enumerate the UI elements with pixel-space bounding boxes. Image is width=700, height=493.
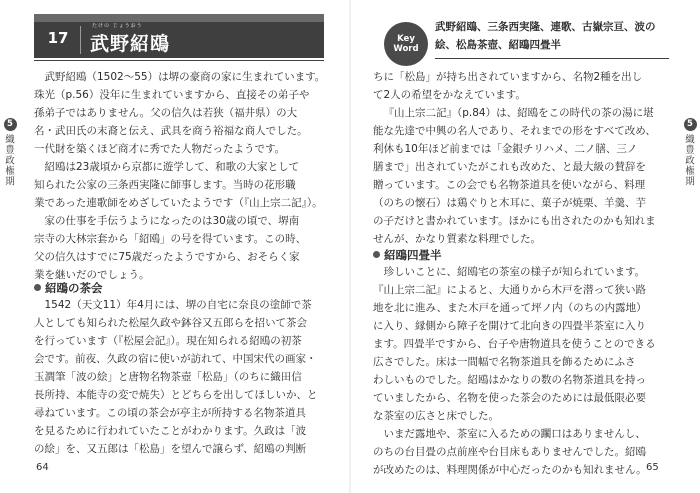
paragraph-line: 一代財を築くほど商才に秀でた人物だったようです。 [34,143,286,155]
paragraph-line: 父の信久はすでに75歳だったようですから、おそらく家 [34,251,300,263]
paragraph-line: せんが、かなり質素な料理でした。 [373,233,541,245]
right-side-tab [682,118,698,187]
side-tab-number: 5 [4,118,17,131]
paragraph-line: ます。四畳半ですから、台子や唐物道具を使うことのできる [373,338,656,350]
paragraph-line: 紹鴎は23歳頃から京都に遊学して、和歌の大家として [44,161,300,173]
section-heading-text: 紹鴎の茶会 [45,281,103,295]
paragraph-line: 武野紹鴎（1502～55）は堺の豪商の家に生まれています。 [44,71,326,83]
chapter-header [34,14,324,58]
paragraph-line: を行っています（『松屋会記』）。現在知られる紹鴎の初茶 [34,335,302,347]
paragraph-line: 玉澗筆「波の絵」と唐物名物茶壺「松島」（のちに織田信 [34,371,302,383]
section-heading-text: 紹鴎四畳半 [384,248,442,262]
paragraph-line: 長所持、本能寺の変で焼失）とどちらを出してほしいか、と [34,389,318,401]
chapter-title: 武野紹鴎 [90,33,171,55]
paragraph-line: 珍しいことに、紹鴎宅の茶室の様子が知られています。 [383,266,646,278]
paragraph-line: 贈っています。この会でも名物茶道具を使いながら、料理 [373,179,646,191]
paragraph-line: 業であった連歌師をめざしていたようです（『山上宗二記』）。 [34,197,323,209]
right-intro-text [373,68,656,248]
paragraph-line: て2人の希望をかなえています。 [373,89,526,101]
paragraph-line: 宗寺の大林宗套から「紹鴎」の号を得ています。この時、 [34,233,307,245]
paragraph-line: 人としても知られた松屋久政や鉢谷又五郎らを招いて茶会 [34,317,307,329]
section-heading-tea-party [34,280,103,296]
paragraph-line: 業を継いだのでしょう。 [34,269,150,281]
paragraph-line: 孫弟子ではありません。父の信久は若狭（福井県）の大 [34,107,298,119]
paragraph-line: 珠光（p.56）没年に生まれていますから、直接その弟子や [34,89,310,101]
paragraph-line: 利休も10年ほど前までは「金銀チリハメ、二ノ膳、三ノ [373,143,638,155]
side-tab-number: 5 [684,118,697,131]
key-word-badge-line2: Word [393,44,419,54]
paragraph-line: 『山上宗二記』（p.84）は、紹鴎をこの時代の茶の湯に堪 [383,107,654,119]
paragraph-line: ていましたから、名物を使った茶会のためには最低限必要 [373,392,646,404]
key-words-rule [435,58,669,59]
bullet-dot-icon [373,251,380,258]
chapter-divider [80,26,81,54]
paragraph-line: の絵」を、又五郎は「松島」を望んで譲らず、紹鴎の判断 [34,443,307,455]
paragraph-line: 名・武田氏の末裔と伝え、武具を商う裕福な商人でした。 [34,125,308,137]
paragraph-line: 尋ねています。この頃の茶会が亭主が所持する名物茶道具 [34,407,306,419]
paragraph-line: いまだ露地や、茶室に入るための躙口はありませんし、 [383,428,646,440]
paragraph-line: （のちの懐石）は鶏ぐりと木耳に、菓子が焼栗、羊羹、芋 [373,197,646,209]
section-heading-four-half-mat [373,247,442,263]
chapter-header-strip [34,14,324,22]
paragraph-line: 広さでした。床は一間幅で名物茶道具を飾るためにふさ [373,356,636,368]
left-side-tab [2,118,18,187]
paragraph-line: 家の仕事を手伝うようになったのは30歳の頃で、堺南 [44,215,300,227]
chapter-number: 17 [47,29,69,47]
left-section-text [34,296,318,458]
paragraph-line: 知られた公家の三条西実隆に師事します。当時の花形職 [34,179,296,191]
paragraph-line: わしいものでした。紹鴎はかなりの数の名物茶道具を持っ [373,374,646,386]
paragraph-line: が改めたのは、料理関係が中心だったのかも知れません。 [373,464,647,476]
key-word-badge [384,22,428,66]
key-word-badge-line1: Key [397,34,415,44]
chapter-title-ruby: たけの じょうおう [92,23,143,29]
chapter-rule [34,60,324,61]
bullet-dot-icon [34,284,41,291]
key-words-text: 武野紹鴎、三条西実隆、連歌、古嶽宗亘、波の絵、松島茶壺、紹鴎四畳半 [435,21,656,51]
paragraph-line: 1542（天文11）年4月には、堺の自宅に奈良の塗師で茶 [44,299,312,311]
paragraph-line: 地を北に進み、また木戸を通って坪ノ内（のちの内露地） [373,302,647,314]
page-number-right: 65 [646,462,659,473]
paragraph-line: ちに「松島」が持ち出されていますから、名物2種を出し [373,71,643,83]
side-tab-label: 織豊政権期 [683,134,694,187]
paragraph-line: のちの台目畳の点前座や台目床もありませんでした。紹鴎 [373,446,646,458]
side-tab-label: 織豊政権期 [3,134,14,187]
left-intro-text [34,68,325,284]
paragraph-line: 会です。前夜、久政の宿に使いが訪れて、中国宋代の画家・ [34,353,317,365]
paragraph-line: 能な先達で中興の名人であり、それまでの形をすべて改め、 [373,125,656,137]
page-number-left: 64 [36,462,49,473]
paragraph-line: に入り、縁側から障子を開けて北向きの四畳半茶室に入り [373,320,646,332]
paragraph-line: 膳まで」出されていたがこれも改めた、と最大級の賛辞を [373,161,646,173]
paragraph-line: 『山上宗二記』によると、大通りから木戸を潜って狭い路 [373,284,646,296]
right-section-text [373,263,656,479]
paragraph-line: な茶室の広さと床でした。 [373,410,499,422]
paragraph-line: を見るために行われていたことがわかります。久政は「波 [34,425,307,437]
paragraph-line: の子だけと書かれています。ほかにも出されたのかも知れま [373,215,656,227]
